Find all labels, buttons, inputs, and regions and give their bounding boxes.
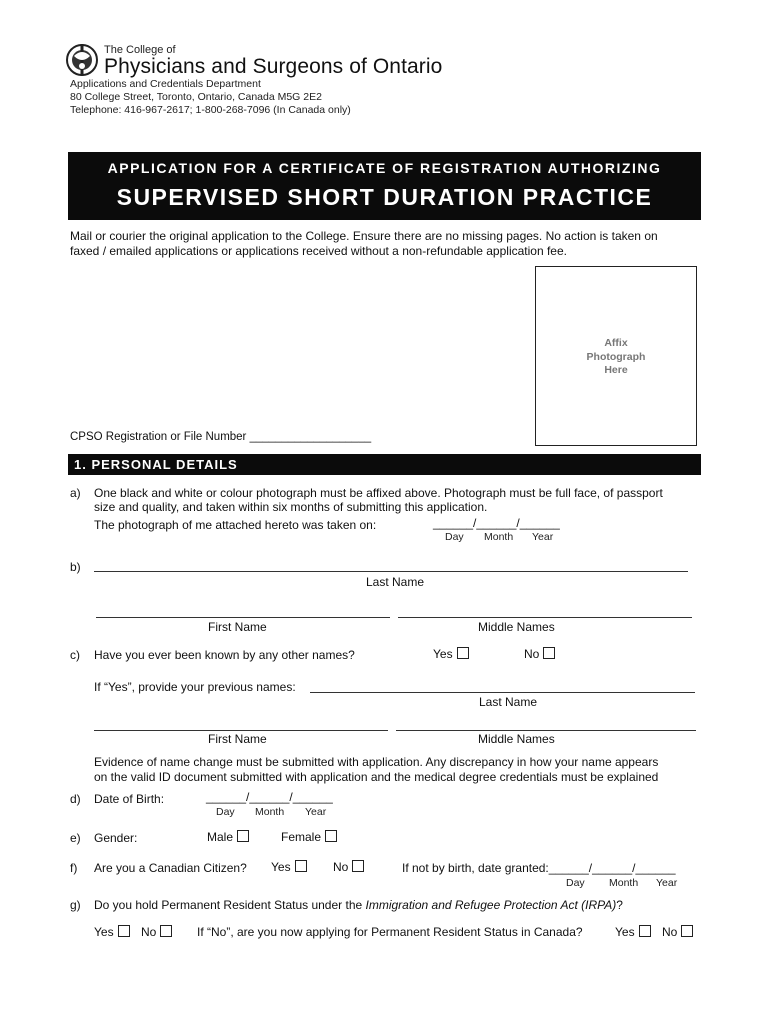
college-name: Physicians and Surgeons of Ontario xyxy=(104,55,443,78)
item-marker-b: b) xyxy=(70,560,81,574)
other-names-yes-checkbox[interactable] xyxy=(457,647,469,659)
pr-applying-question: If “No”, are you now applying for Permanent Resident Status in Canada? xyxy=(197,925,583,939)
college-small-title: The College of xyxy=(104,44,176,56)
photo-box[interactable] xyxy=(535,266,697,446)
cpso-crest-icon xyxy=(64,42,100,78)
item-marker-f: f) xyxy=(70,861,78,875)
citizenship-month: Month xyxy=(609,877,639,889)
pr-status-yes[interactable] xyxy=(94,925,130,939)
pr-status-yes-checkbox[interactable] xyxy=(118,925,130,937)
cpso-number-field[interactable]: CPSO Registration or File Number ___________________ xyxy=(70,431,372,443)
citizen-no-checkbox[interactable] xyxy=(352,860,364,872)
form-title-line1: APPLICATION FOR A CERTIFICATE OF REGISTRATION AUTHORIZING xyxy=(107,160,662,176)
photo-instructions-1: One black and white or colour photograph must be affixed above. Photograph must be full face, of passport xyxy=(94,486,663,500)
previous-last-name-label: Last Name xyxy=(479,695,538,709)
pr-applying-no-label: No xyxy=(662,925,678,939)
dob-field[interactable]: ______/______/______ xyxy=(206,790,333,804)
citizen-no-label: No xyxy=(333,860,349,874)
evidence-note-1: Evidence of name change must be submitted with application. Any discrepancy in how your name appears xyxy=(94,755,659,769)
photo-label-2: Photograph xyxy=(586,350,646,363)
intro-line2: faxed / emailed applications or applications received without a non-refundable application fee. xyxy=(70,244,567,258)
pr-status-no[interactable] xyxy=(141,925,172,939)
intro-line1: Mail or courier the original application to the College. Ensure there are no missing pages. No action is taken on xyxy=(70,229,658,243)
gender-male[interactable] xyxy=(207,830,249,844)
gender-female[interactable] xyxy=(281,830,337,844)
photo-date-year: Year xyxy=(532,531,554,543)
photo-date-day: Day xyxy=(445,531,464,543)
other-names-question: Have you ever been known by any other names? xyxy=(94,648,355,662)
gender-female-checkbox[interactable] xyxy=(325,830,337,842)
pr-applying-no[interactable] xyxy=(662,925,693,939)
dob-day: Day xyxy=(216,806,235,818)
pr-applying-yes-label: Yes xyxy=(615,925,635,939)
telephone: Telephone: 416-967-2617; 1-800-268-7096 (In Canada only) xyxy=(70,104,351,116)
dob-label: Date of Birth: xyxy=(94,792,165,806)
previous-first-name-input[interactable] xyxy=(94,730,388,731)
previous-last-name-input[interactable] xyxy=(310,692,695,693)
first-name-label: First Name xyxy=(208,620,267,634)
item-marker-a: a) xyxy=(70,486,81,500)
photo-label-1: Affix xyxy=(604,337,628,349)
other-names-yes[interactable] xyxy=(433,647,469,661)
form-title-bar xyxy=(68,152,701,220)
photo-label-3: Here xyxy=(604,364,628,376)
pr-applying-yes[interactable] xyxy=(615,925,651,939)
irpa-act-name: Immigration and Refugee Protection Act (IRPA) xyxy=(365,898,617,912)
citizenship-day: Day xyxy=(566,877,585,889)
form-title-line2: SUPERVISED SHORT DURATION PRACTICE xyxy=(116,184,653,210)
other-names-no[interactable] xyxy=(524,647,555,661)
gender-label: Gender: xyxy=(94,831,138,845)
photo-label xyxy=(536,337,696,378)
other-names-yes-label: Yes xyxy=(433,647,453,661)
evidence-note-2: on the valid ID document submitted with application and the medical degree credentials must be explained xyxy=(94,770,659,784)
other-names-no-label: No xyxy=(524,647,540,661)
dob-year: Year xyxy=(305,806,327,818)
pr-status-yes-label: Yes xyxy=(94,925,114,939)
photo-instructions-2: size and quality, and taken within six months of submitting this application. xyxy=(94,500,488,514)
section-title: 1. PERSONAL DETAILS xyxy=(74,457,238,472)
citizen-yes-checkbox[interactable] xyxy=(295,860,307,872)
pr-status-question-prefix: Do you hold Permanent Resident Status under the xyxy=(94,898,366,912)
section-personal-details xyxy=(68,454,701,475)
last-name-label: Last Name xyxy=(366,575,425,589)
other-names-no-checkbox[interactable] xyxy=(543,647,555,659)
previous-middle-names-input[interactable] xyxy=(396,730,696,731)
gender-male-checkbox[interactable] xyxy=(237,830,249,842)
photo-date-month: Month xyxy=(484,531,514,543)
photo-date-field[interactable]: ______/______/______ xyxy=(433,516,560,530)
citizen-no[interactable] xyxy=(333,860,364,874)
previous-names-label: If “Yes”, provide your previous names: xyxy=(94,680,296,694)
previous-first-name-label: First Name xyxy=(208,732,267,746)
citizen-question: Are you a Canadian Citizen? xyxy=(94,861,247,875)
citizenship-year: Year xyxy=(656,877,678,889)
item-marker-g: g) xyxy=(70,898,81,912)
last-name-input[interactable] xyxy=(94,571,688,572)
middle-names-input[interactable] xyxy=(398,617,692,618)
pr-status-question-suffix: ? xyxy=(616,898,623,912)
department: Applications and Credentials Department xyxy=(70,78,261,90)
item-marker-e: e) xyxy=(70,831,81,845)
pr-applying-no-checkbox[interactable] xyxy=(681,925,693,937)
citizen-yes[interactable] xyxy=(271,860,307,874)
citizen-yes-label: Yes xyxy=(271,860,291,874)
item-marker-d: d) xyxy=(70,792,81,806)
dob-month: Month xyxy=(255,806,285,818)
pr-status-no-label: No xyxy=(141,925,157,939)
pr-status-no-checkbox[interactable] xyxy=(160,925,172,937)
citizenship-date-field[interactable]: If not by birth, date granted:______/______/______ xyxy=(402,861,676,875)
photo-date-label: The photograph of me attached hereto was taken on: xyxy=(94,518,377,532)
item-marker-c: c) xyxy=(70,648,80,662)
first-name-input[interactable] xyxy=(96,617,390,618)
middle-names-label: Middle Names xyxy=(478,620,555,634)
address: 80 College Street, Toronto, Ontario, Canada M5G 2E2 xyxy=(70,91,322,103)
gender-female-label: Female xyxy=(281,830,322,844)
previous-middle-names-label: Middle Names xyxy=(478,732,555,746)
pr-status-question xyxy=(94,898,623,912)
gender-male-label: Male xyxy=(207,830,234,844)
pr-applying-yes-checkbox[interactable] xyxy=(639,925,651,937)
